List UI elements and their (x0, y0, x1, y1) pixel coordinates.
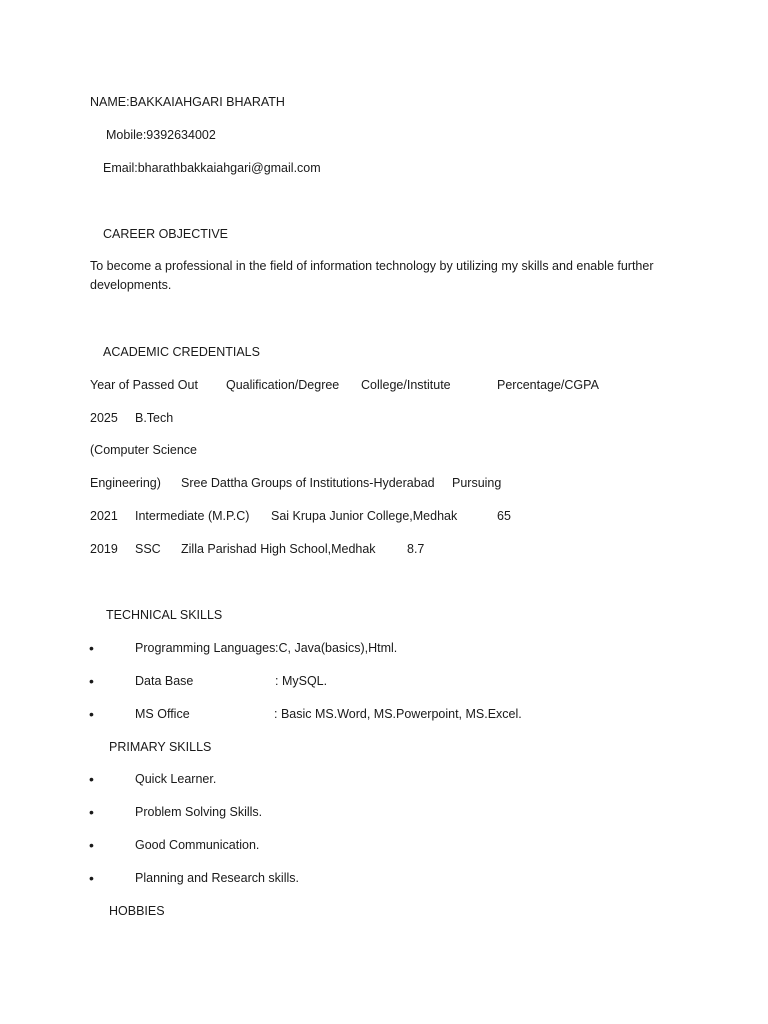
row-btech-year: 2025 (90, 411, 118, 425)
row-ssc-institute: Zilla Parishad High School,Medhak (181, 542, 376, 556)
column-header-institute: College/Institute (361, 378, 451, 392)
row-btech-score: Pursuing (452, 476, 502, 490)
primary-skill-item: Good Communication. (135, 838, 260, 852)
tech-skill-label: MS Office (135, 707, 190, 721)
row-btech-institute: Sree Dattha Groups of Institutions-Hyderabad (181, 476, 435, 490)
row-btech-qualification-3: Engineering) (90, 476, 161, 490)
bullet-icon: • (89, 870, 94, 886)
column-header-year: Year of Passed Out (90, 378, 198, 392)
tech-skill-value: : MySQL. (275, 674, 328, 688)
bullet-icon: • (89, 673, 94, 689)
row-intermediate-year: 2021 (90, 509, 118, 523)
bullet-icon: • (89, 706, 94, 722)
row-btech-qualification-1: B.Tech (135, 411, 174, 425)
primary-skill-item: Quick Learner. (135, 772, 217, 786)
primary-skill-item: Planning and Research skills. (135, 871, 299, 885)
row-intermediate-score: 65 (497, 509, 511, 523)
column-header-score: Percentage/CGPA (497, 378, 599, 392)
row-ssc-qualification: SSC (135, 542, 161, 556)
career-objective-heading: CAREER OBJECTIVE (103, 227, 229, 241)
academic-heading: ACADEMIC CREDENTIALS (103, 345, 260, 359)
tech-skill-value: :C, Java(basics),Html. (275, 641, 398, 655)
technical-skills-heading: TECHNICAL SKILLS (106, 608, 223, 622)
row-ssc-year: 2019 (90, 542, 118, 556)
row-btech-qualification-2: (Computer Science (90, 443, 197, 457)
bullet-icon: • (89, 837, 94, 853)
mobile-number: Mobile:9392634002 (106, 128, 216, 142)
bullet-icon: • (89, 771, 94, 787)
primary-skills-heading: PRIMARY SKILLS (109, 740, 212, 754)
primary-skill-item: Problem Solving Skills. (135, 805, 263, 819)
hobbies-heading: HOBBIES (109, 904, 165, 918)
candidate-name: NAME:BAKKAIAHGARI BHARATH (90, 95, 285, 109)
row-ssc-score: 8.7 (407, 542, 425, 556)
bullet-icon: • (89, 804, 94, 820)
bullet-icon: • (89, 640, 94, 656)
column-header-qualification: Qualification/Degree (226, 378, 340, 392)
career-objective-text: To become a professional in the field of information technology by utilizing my skills and enable further developments. (90, 259, 654, 292)
email-address: Email:bharathbakkaiahgari@gmail.com (103, 161, 321, 175)
tech-skill-label: Data Base (135, 674, 194, 688)
tech-skill-value: : Basic MS.Word, MS.Powerpoint, MS.Excel. (274, 707, 522, 721)
row-intermediate-institute: Sai Krupa Junior College,Medhak (271, 509, 458, 523)
tech-skill-label: Programming Languages (135, 641, 276, 655)
row-intermediate-qualification: Intermediate (M.P.C) (135, 509, 250, 523)
